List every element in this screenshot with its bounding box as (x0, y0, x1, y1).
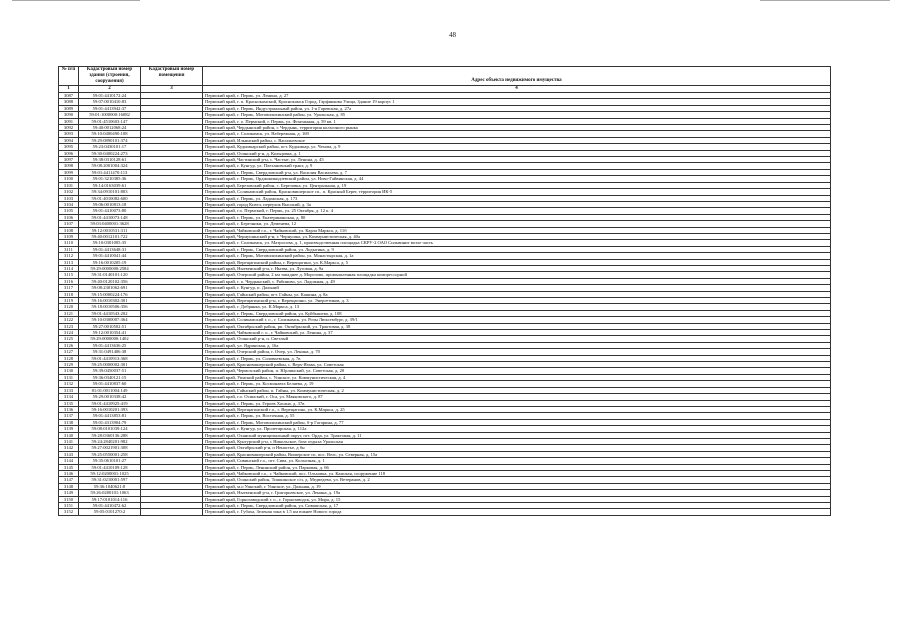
row-number-cell: 3101 (59, 182, 79, 188)
building-cadastral-number-cell: 59:17:0101014:116 (79, 496, 141, 502)
building-cadastral-number-cell: 59:01:4510603:147 (79, 118, 141, 124)
row-number-cell: 3135 (59, 400, 79, 406)
building-cadastral-number-cell: 59:34:0910101:803 (79, 189, 141, 195)
address-cell: Пермский край, Нытвенский р-н, г. Григорьевское, ул. Ленина, д. 19а (203, 490, 831, 496)
row-number-cell: 3093 (59, 131, 79, 137)
building-cadastral-number-cell: 59:12:0010531:311 (79, 227, 141, 233)
row-number-cell: 3103 (59, 195, 79, 201)
row-number-cell: 3107 (59, 221, 79, 227)
building-cadastral-number-cell: 59:36:1040621:8 (79, 483, 141, 489)
building-cadastral-number-cell: 59:01:4410073:80 (79, 208, 141, 214)
building-cadastral-number-cell: 59:03:0400001:3628 (79, 221, 141, 227)
building-cadastral-number-cell: 59:01:4410925:419 (79, 400, 141, 406)
address-cell: Пермский край, Частинский р-н, с. Частые, ул. Ленина, д. 45 (203, 157, 831, 163)
row-number-cell: 3142 (59, 445, 79, 451)
address-cell: Пермский край, Чернушинский р-н, г. Чернушка, ул. Коммунистическая, д. 40а (203, 233, 831, 239)
column-header-premises-cadastral-number: Кадастровый номер помещения (141, 67, 203, 86)
address-cell: Пермский край, Осинский район, Тишкинское с/п, д. Медведево, ул. Ветеранов, д. 2 (203, 477, 831, 483)
row-number-cell: 3118 (59, 291, 79, 297)
table-body (59, 93, 831, 516)
building-cadastral-number-cell: 59:40:0120102:356 (79, 278, 141, 284)
row-number-cell: 3147 (59, 477, 79, 483)
address-cell: Пермский край, ул. Ядринская, д. 16а (203, 342, 831, 348)
address-cell: Пермский край, Осинский р-н, д. Кольцовка, д. 1 (203, 150, 831, 156)
row-number-cell: 3108 (59, 227, 79, 233)
building-cadastral-number-cell: 59:15:0000224:176 (79, 291, 141, 297)
address-cell: Пермский край, г. Пермь, Мотовилихинский район, б-р Гагарина, д. 77 (203, 419, 831, 425)
building-cadastral-number-cell: 59:18:0010506:356 (79, 304, 141, 310)
building-cadastral-number-cell: 59:16:0010302:301 (79, 298, 141, 304)
address-cell: Пермский край, Сивинский г.о., пгт. Сива, ул. Колхозная, д. 1 (203, 458, 831, 464)
building-cadastral-number-cell: 59:08:2001004:324 (79, 163, 141, 169)
building-cadastral-number-cell: 59:01:3210385:36 (79, 176, 141, 182)
row-number-cell: 3137 (59, 413, 79, 419)
row-number-cell: 3129 (59, 362, 79, 368)
address-cell: Пермский край, Очерский район, г. Очер, ул. Ленина, д. 70 (203, 349, 831, 355)
column-header-number: № п/п (59, 67, 79, 86)
building-cadastral-number-cell: 59:29:0000000:1402 (79, 336, 141, 342)
building-cadastral-number-cell: 59:16:0010205:19 (79, 259, 141, 265)
address-cell: Пермский край, г. Добрянка, ул. К.Маркса, д. 13 (203, 304, 831, 310)
row-number-cell: 3125 (59, 336, 79, 342)
building-cadastral-number-cell: 59:25:0550001:258 (79, 451, 141, 457)
address-cell: Пермский край, Оханский муниципальный округ, пгт. Орда, ул. Трактовая, д. 11 (203, 432, 831, 438)
address-cell: Пермский край, г. Пермь, Ленинский район, ул. Парковая, д. 66 (203, 464, 831, 470)
address-cell: Пермский край, Кунгурский р-н, с Никольское, база отдыха Уральская (203, 438, 831, 444)
column-index: 3 (141, 86, 203, 93)
building-cadastral-number-cell: 59:01:4413853:81 (79, 413, 141, 419)
building-cadastral-number-cell: 59:01:4410472:62 (79, 503, 141, 509)
row-number-cell: 3148 (59, 483, 79, 489)
row-number-cell: 3111 (59, 246, 79, 252)
address-cell: Пермский край, г. Пермь, Орджоникидзевский район, ул. Ново-Гайвинская, д. 44 (203, 176, 831, 182)
address-cell: Пермский край, г. Пермь, Свердловский р-н, ул. Василия Васильева, д. 7 (203, 169, 831, 175)
address-cell: Пермский край, г. Пермь, ул. Космонавта Беляева, д. 19 (203, 381, 831, 387)
building-cadastral-number-cell: 59:24:2840201:982 (79, 438, 141, 444)
address-cell: Пермский край, г. Пермь, ул. Восточная, д. 55 (203, 413, 831, 419)
row-number-cell: 3116 (59, 278, 79, 284)
address-cell: Пермский край, Красновишерский район, Вишерское сп, пос. Велс, ул. Северная, д. 15а (203, 451, 831, 457)
row-number-cell: 3139 (59, 426, 79, 432)
row-number-cell: 3113 (59, 259, 79, 265)
row-number-cell: 3120 (59, 304, 79, 310)
address-cell: Пермский край, г. Пермь, ул. Ленина, д. 27 (203, 93, 831, 99)
building-cadastral-number-cell: 59:40:0012068:24 (79, 125, 141, 131)
row-number-cell: 3117 (59, 285, 79, 291)
row-number-cell: 3112 (59, 253, 79, 259)
building-cadastral-number-cell: 59:23:0430101:17 (79, 144, 141, 150)
building-cadastral-number-cell: 59:27:0010502:51 (79, 323, 141, 329)
building-cadastral-number-cell: 59:31:0140101:120 (79, 272, 141, 278)
address-cell: Пермский край, Чайковский г.о., г. Чайковский, пос. Ольховка, ул. Камская, сооружение 118 (203, 470, 831, 476)
building-cadastral-number-cell: 59:01:4313904:79 (79, 419, 141, 425)
address-cell: Пермский край, Чердынский район, г. Чердынь, территория колхозного рынка (203, 125, 831, 131)
address-cell: Пермский край, Верещагинский г.о., г. Верещагино, ул. К.Маркса, д. 25 (203, 406, 831, 412)
building-cadastral-number-cell: 59:31:0210001:597 (79, 477, 141, 483)
address-cell: Пермский край, г.о. Пермский, г. Пермь, ул. 25 Октября, д. 12 к. 4 (203, 208, 831, 214)
address-cell: Пермский край, Горнозаводский г. о., г. Горнозаводск, ул. Мира, д. 15 (203, 496, 831, 502)
address-cell: Пермский край, г. Соликамск, ул. Набережная, д. 169 (203, 131, 831, 137)
building-cadastral-number-cell: 59:38:0310128:61 (79, 157, 141, 163)
address-cell: Пермский край, Осинский р-н, п. Светлый (203, 336, 831, 342)
row-number-cell: 3128 (59, 355, 79, 361)
column-index: 2 (79, 86, 141, 93)
address-cell: Пермский край, м.о Уинский, г. Уинское, ул. Дальняя, д. 19 (203, 483, 831, 489)
row-number-cell: 3143 (59, 451, 79, 457)
table-row (59, 509, 831, 515)
row-number-cell: 3090 (59, 112, 79, 118)
address-cell: Пермский край, г. Пермь, Свердловский район, ул. Сивашская, д. 17 (203, 503, 831, 509)
address-cell: Пермский край, Березовский район, с. Березовка, ул. Центральная, д. 19 (203, 182, 831, 188)
address-cell: Пермский край, Соликамский район, Красновишерское сп., п. Красный Берег, территория ИК-5 (203, 189, 831, 195)
building-cadastral-number-cell: 59:29:0010338:42 (79, 394, 141, 400)
row-number-cell: 3149 (59, 490, 79, 496)
row-number-cell: 3140 (59, 432, 79, 438)
column-index-row (59, 86, 831, 93)
row-number-cell: 3100 (59, 176, 79, 182)
building-cadastral-number-cell: 59:40:0012101:722 (79, 233, 141, 239)
address-cell: Пермский край, Октябрьский район, рп. Октябрьский, ул. Трактовая, д. 38 (203, 323, 831, 329)
address-cell: Пермский край, город Кизел, переулок Высокий, д. 3а (203, 201, 831, 207)
row-number-cell: 3096 (59, 150, 79, 156)
table-header-row (59, 67, 831, 86)
row-number-cell: 3145 (59, 464, 79, 470)
row-number-cell: 3141 (59, 438, 79, 444)
address-cell: Пермский край, г. Пермь, ул. Ладожская, д. 173 (203, 195, 831, 201)
building-cadastral-number-cell: 59:12:0010354:41 (79, 330, 141, 336)
address-cell: Пермский край, г. Кунгур, п. Дальний (203, 285, 831, 291)
row-number-cell: 3150 (59, 496, 79, 502)
building-cadastral-number-cell: 59:30:0400224:273 (79, 150, 141, 156)
row-number-cell: 3146 (59, 470, 79, 476)
row-number-cell: 3136 (59, 406, 79, 412)
building-cadastral-number-cell: 59:01:4410837:60 (79, 381, 141, 387)
row-number-cell: 3115 (59, 272, 79, 278)
row-number-cell: 3089 (59, 105, 79, 111)
address-cell: Пермский край, г. Пермь, ул. Героев Хасана, д. 37в (203, 400, 831, 406)
top-edge-marks (0, 0, 905, 6)
building-cadastral-number-cell: 59:01:4413942:37 (79, 105, 141, 111)
row-number-cell: 3126 (59, 342, 79, 348)
building-cadastral-number-cell: 59:01:4411470:113 (79, 169, 141, 175)
row-number-cell: 3121 (59, 310, 79, 316)
building-cadastral-number-cell: 59:08:2301062:691 (79, 285, 141, 291)
address-cell: Пермский край, г. Березники, ул. Деменева, 12 (203, 221, 831, 227)
row-number-cell: 3105 (59, 208, 79, 214)
building-cadastral-number-cell: 59:08:0101039:124 (79, 426, 141, 432)
address-cell: Пермский край, г. Пермь, ул. Соловьевская, д. 7в (203, 355, 831, 361)
row-number-cell: 3091 (59, 118, 79, 124)
building-cadastral-number-cell: 59:12:0200001:1025 (79, 470, 141, 476)
column-index: 4 (203, 86, 831, 93)
row-number-cell: 3110 (59, 240, 79, 246)
address-cell: Пермский край, Ильинский район, с. Васильевское (203, 137, 831, 143)
row-number-cell: 3109 (59, 233, 79, 239)
building-cadastral-number-cell: 59:10:0301005:35 (79, 240, 141, 246)
row-number-cell: 3131 (59, 374, 79, 380)
address-cell: Пермский край, Гайнский район, п. Гайны, ул. Коммунистическая, д. 2 (203, 387, 831, 393)
row-number-cell: 3092 (59, 125, 79, 131)
address-cell: Пермский край, Соликамский г. о., г. Соликамск, ул. Розы Люксембург, д. 39/1 (203, 317, 831, 323)
address-cell: Пермский край, г. Губаха, Зеленая зона в 1.5 км южнее Нового города (203, 509, 831, 515)
property-register-table (58, 66, 831, 516)
building-cadastral-number-cell: 59:29:0890101:374 (79, 137, 141, 143)
row-number-cell: 3114 (59, 265, 79, 271)
address-cell: Пермский край, г. Пермь, Индустриальный район, ул. 1-я Гаревская, д. 27а (203, 105, 831, 111)
building-cadastral-number-cell: 59:01:1000000:16082 (79, 112, 141, 118)
building-cadastral-number-cell: 59:31:0491406:38 (79, 349, 141, 355)
building-cadastral-number-cell: 59:10:0400490:108 (79, 131, 141, 137)
building-cadastral-number-cell: 59:01:4410073:148 (79, 214, 141, 220)
address-cell: Пермский край, г. Соликамск, ул. Матросова, д. 1, производственная площадка СКРУ-2 ОАО Сильвинит возле часть (203, 240, 831, 246)
building-cadastral-number-cell: 59:25:0000002:301 (79, 362, 141, 368)
row-number-cell: 3133 (59, 387, 79, 393)
address-cell: Пермский край, Красновишерский район, с. Верх-Язьва, ул. Советская (203, 362, 831, 368)
row-number-cell: 3106 (59, 214, 79, 220)
address-cell: Пермский край, г. Пермь, Мотовилихинский район, ул. Уральская, д. 85 (203, 112, 831, 118)
building-cadastral-number-cell: 59:01:4410041:44 (79, 253, 141, 259)
address-cell: Пермский край, г. Пермь, Мотовилихинский район, ул. Монастырская, д. 1а (203, 253, 831, 259)
address-cell: Пермский край, Нытвенский р-н, г. Нытва, ул. Луговая, д. 9а (203, 265, 831, 271)
row-number-cell: 3124 (59, 330, 79, 336)
row-number-cell: 3102 (59, 189, 79, 195)
column-header-address: Адрес объекта недвижимого имущества (203, 67, 831, 86)
building-cadastral-number-cell: 59:26:0280101:1063 (79, 490, 141, 496)
premises-cadastral-number-cell (141, 509, 203, 515)
address-cell: Пермский край, г. Кунгур, ул. Пролетарская, д. 112а (203, 426, 831, 432)
building-cadastral-number-cell: 59:01:4410543:202 (79, 310, 141, 316)
row-number-cell: 3087 (59, 93, 79, 99)
address-cell: Пермский край, г. п. Краснокамский, Краснокамск Город, Гарфинкова Улица, Здание 19 корпус 1 (203, 99, 831, 105)
address-cell: Пермский край, Чайковский г.о., г. Чайковский, ул. Карла Маркса, д. 11б (203, 227, 831, 233)
building-cadastral-number-cell: 59:07:0010410:83 (79, 99, 141, 105)
address-cell: Пермский край, Верещагинский район, г. Верещагино, ул. К.Маркса, д. 5 (203, 259, 831, 265)
address-cell: Пермский край, Октябрьский р-н, п Ненастье, д бн (203, 445, 831, 451)
row-number-cell: 3123 (59, 323, 79, 329)
row-number-cell: 3130 (59, 368, 79, 374)
building-cadastral-number-cell: 59:28:0360136:288 (79, 432, 141, 438)
address-cell: Пермский край, г. Кунгур, ул. Плехановский тракт, д. 9 (203, 163, 831, 169)
column-index: 1 (59, 86, 79, 93)
row-number-cell: 3097 (59, 157, 79, 163)
row-number-cell: 3094 (59, 137, 79, 143)
address-cell: Пермский край, Кудымкарский район, пгт. Кудымкар, ул. Чехова, д. 9 (203, 144, 831, 150)
address-cell: Пермский край, г. о. Пермский, г. Пермь, ул. Фонтанная, д. 59 кв. 1 (203, 118, 831, 124)
building-cadastral-number-cell: 59:01:4010082:600 (79, 195, 141, 201)
row-number-cell: 3098 (59, 163, 79, 169)
address-cell: Пермский край, Чайковский г. о., г. Чайковский, ул. Ленина, д. 37 (203, 330, 831, 336)
row-number-cell: 3132 (59, 381, 79, 387)
address-cell: Пермский край, г.о. Осинский, г. Оса, ул. Маяковского, д. 87 (203, 394, 831, 400)
building-cadastral-number-cell: 59:01:4410109:128 (79, 464, 141, 470)
address-cell: Пермский край, Гайнский район, пгт. Гайны, ул. Кашина, д. 8а (203, 291, 831, 297)
building-cadastral-number-cell: 59:01:4413648:31 (79, 246, 141, 252)
row-number-cell: 3144 (59, 458, 79, 464)
building-cadastral-number-cell: 59:01:4410913:368 (79, 355, 141, 361)
row-number-cell: 3138 (59, 419, 79, 425)
building-cadastral-number-cell: 81:01:0011004:149 (79, 387, 141, 393)
building-cadastral-number-cell: 59:01:4410172:24 (79, 93, 141, 99)
address-cell: Пермский край, Уинский район, с. Уинское, ул. Коммунистическая, д. 4 (203, 374, 831, 380)
building-cadastral-number-cell: 59:14:0163039:61 (79, 182, 141, 188)
row-number-cell: 3095 (59, 144, 79, 150)
building-cadastral-number-cell: 59:01:4413636:25 (79, 342, 141, 348)
address-cell: Пермский край, г. о. Чердынский, с. Рябиново, ул. Ладожная, д. 49 (203, 278, 831, 284)
building-cadastral-number-cell: 59:29:0000000:2584 (79, 265, 141, 271)
address-cell: Пермский край, г. Пермь, ул. Екатерининская, д. 80 (203, 214, 831, 220)
row-number-cell: 3134 (59, 394, 79, 400)
page-number: 48 (449, 31, 456, 39)
address-cell: Пермский край, Верещагинский р-н, г. Верещагино, ул. Энергетиков, д. 3 (203, 298, 831, 304)
row-number-cell: 3099 (59, 169, 79, 175)
column-header-building-cadastral-number: Кадастровый номер здания (строения, сооружения) (79, 67, 141, 86)
building-cadastral-number-cell: 59:39:0450037:51 (79, 368, 141, 374)
building-cadastral-number-cell: 59:35:0610101:27 (79, 458, 141, 464)
building-cadastral-number-cell: 59:16:0010201:393 (79, 406, 141, 412)
row-number-cell: 3122 (59, 317, 79, 323)
row-number-cell: 3151 (59, 503, 79, 509)
row-number-cell: 3152 (59, 509, 79, 515)
address-cell: Пермский край, Очерский район, 2 км западнее д. Морозово, промышленная площадка компрессорной (203, 272, 831, 278)
address-cell: Пермский край, Чермозский район, п. Юрлинский, ул. Советская, д. 20 (203, 368, 831, 374)
building-cadastral-number-cell: 59:10:0300007:364 (79, 317, 141, 323)
row-number-cell: 3119 (59, 298, 79, 304)
row-number-cell: 3088 (59, 99, 79, 105)
address-cell: Пермский край, г. Пермь, Свердловский район, ул. Лодыгина, д. 9 (203, 246, 831, 252)
row-number-cell: 3127 (59, 349, 79, 355)
building-cadastral-number-cell: 59:36:0340121:15 (79, 374, 141, 380)
row-number-cell: 3104 (59, 201, 79, 207)
building-cadastral-number-cell: 59:05:0101270:2 (79, 509, 141, 515)
address-cell: Пермский край, г. Пермь, Свердловский район, ул. Куйбышева, д. 108 (203, 310, 831, 316)
building-cadastral-number-cell: 59:06:0010813:18 (79, 201, 141, 207)
building-cadastral-number-cell: 59:27:0021901:308 (79, 445, 141, 451)
